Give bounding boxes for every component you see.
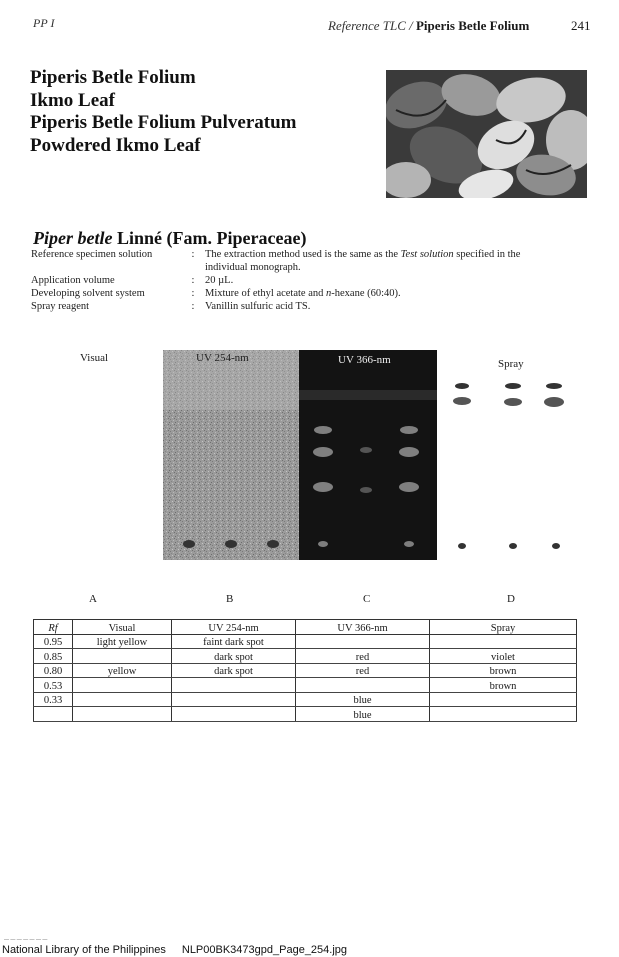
cell-visual [73, 649, 172, 664]
cell-rf: 0.95 [34, 634, 73, 649]
cell-uv366: red [296, 663, 430, 678]
footer-file: NLP00BK3473gpd_Page_254.jpg [181, 944, 348, 956]
solvent-value-italic: n [326, 288, 332, 299]
reference-label: Reference specimen solution [31, 249, 153, 260]
header-uv254: UV 254-nm [172, 620, 296, 635]
title-block [30, 67, 296, 157]
rf-table [33, 619, 577, 722]
table-row [34, 649, 577, 664]
cell-visual [73, 678, 172, 693]
species-name: Piper betle [33, 228, 113, 248]
cell-rf: 0.33 [34, 692, 73, 707]
column-letter-a: A [89, 593, 97, 605]
cell-uv366: blue [296, 692, 430, 707]
cell-uv254 [172, 692, 296, 707]
column-letter-b: B [226, 593, 234, 605]
running-title-prefix: Reference TLC / [328, 18, 413, 33]
solvent-row [31, 287, 565, 300]
cell-uv254 [172, 707, 296, 722]
tlc-plate-uv366 [299, 350, 437, 560]
cell-spray [430, 692, 577, 707]
colon: : [191, 249, 195, 260]
running-title [328, 18, 529, 34]
plate-label-visual: Visual [80, 352, 109, 364]
title-latin: Piperis Betle Folium [30, 67, 196, 88]
reference-value-italic: Test solution [400, 249, 454, 260]
reference-row [31, 248, 565, 274]
cell-uv254 [172, 678, 296, 693]
application-label: Application volume [31, 275, 115, 286]
colon: : [191, 301, 195, 312]
solvent-value-post: -hexane (60:40). [331, 288, 401, 299]
plate-label-uv254: UV 254-nm [196, 352, 249, 364]
footer-library: National Library of the Philippines [2, 944, 166, 956]
spray-label: Spray reagent [31, 301, 90, 312]
application-row [31, 274, 565, 287]
page-number: 241 [571, 18, 591, 33]
reference-value [205, 248, 565, 274]
table-row [34, 634, 577, 649]
colon: : [191, 275, 195, 286]
cell-uv254: dark spot [172, 663, 296, 678]
cell-uv366 [296, 678, 430, 693]
cell-uv366 [296, 634, 430, 649]
solvent-value-pre: Mixture of ethyl acetate and [205, 288, 324, 299]
cell-uv366: red [296, 649, 430, 664]
title-common: Ikmo Leaf [30, 89, 115, 111]
cell-rf: 0.80 [34, 663, 73, 678]
table-row [34, 692, 577, 707]
column-letter-d: D [507, 593, 515, 605]
tlc-plate-spray [446, 378, 576, 560]
cell-visual [73, 707, 172, 722]
cell-uv254: dark spot [172, 649, 296, 664]
scan-footer [2, 944, 363, 956]
species-family: Linné (Fam. Piperaceae) [116, 228, 307, 248]
cell-uv254: faint dark spot [172, 634, 296, 649]
cell-rf [34, 707, 73, 722]
table-row [34, 663, 577, 678]
cell-rf: 0.85 [34, 649, 73, 664]
cell-visual [73, 692, 172, 707]
table-header-row [34, 620, 577, 635]
plate-label-uv366: UV 366-nm [338, 354, 391, 366]
table-row [34, 678, 577, 693]
column-letter-c: C [363, 593, 371, 605]
scan-stamp: — — — — — — — [4, 937, 48, 943]
cell-spray: brown [430, 663, 577, 678]
method-details [31, 248, 565, 313]
cell-spray [430, 707, 577, 722]
plate-label-spray: Spray [498, 358, 524, 370]
reference-value-pre: The extraction method used is the same as the [205, 249, 399, 260]
cell-spray [430, 634, 577, 649]
cell-uv366: blue [296, 707, 430, 722]
title-powder-common: Powdered Ikmo Leaf [30, 134, 201, 156]
cell-visual: light yellow [73, 634, 172, 649]
solvent-label: Developing solvent system [31, 288, 145, 299]
title-powder-latin: Piperis Betle Folium Pulveratum [30, 112, 297, 133]
header-spray: Spray [430, 620, 577, 635]
tlc-plate-uv254 [163, 350, 299, 560]
header-uv366: UV 366-nm [296, 620, 430, 635]
reference-value-post: specified in the individual monograph. [205, 249, 521, 273]
spray-value: Vanillin sulfuric acid TS. [205, 301, 311, 312]
spray-row [31, 300, 565, 313]
running-title-main: Piperis Betle Folium [415, 18, 530, 33]
cell-rf: 0.53 [34, 678, 73, 693]
colon: : [191, 288, 195, 299]
solvent-value [205, 287, 565, 300]
cell-spray: brown [430, 678, 577, 693]
header-rf: Rf [34, 620, 73, 635]
header-visual: Visual [73, 620, 172, 635]
application-value: 20 µL. [205, 275, 234, 286]
plant-photo [386, 70, 587, 198]
species-heading [33, 228, 306, 249]
table-row [34, 707, 577, 722]
cell-visual: yellow [73, 663, 172, 678]
cell-spray: violet [430, 649, 577, 664]
section-label: PP I [33, 16, 55, 30]
